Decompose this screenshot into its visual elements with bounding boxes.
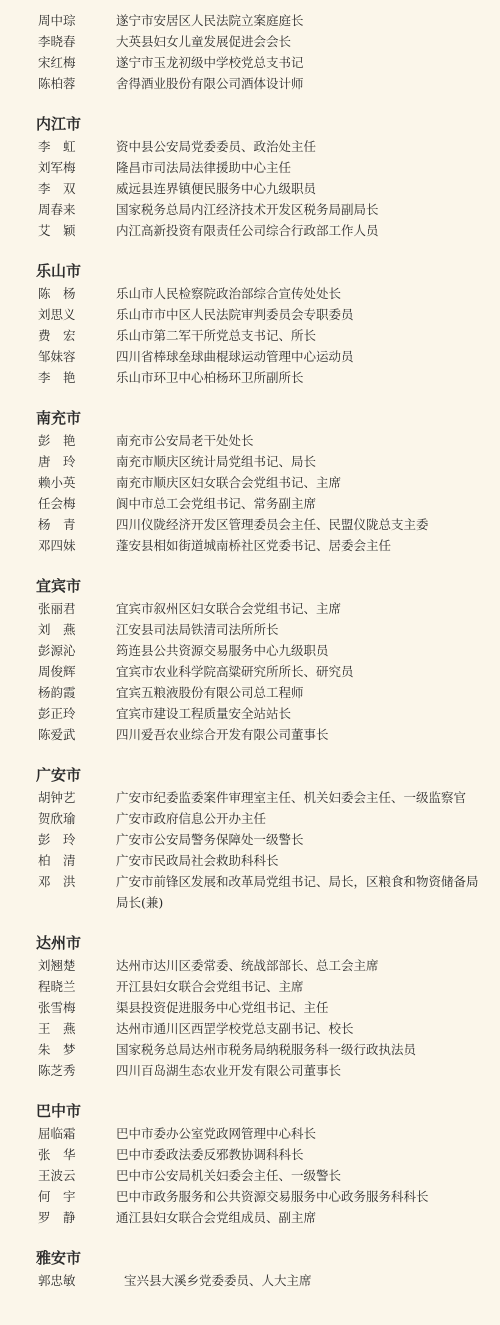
list-item	[0, 829, 500, 850]
person-name: 彭 玲	[38, 832, 76, 847]
city-heading: 乐山市	[36, 262, 82, 280]
list-item	[0, 157, 500, 178]
list-item	[0, 724, 500, 745]
person-position: 资中县公安局党委委员、政治处主任	[116, 139, 317, 154]
person-name: 任会梅	[38, 496, 76, 511]
city-section	[0, 114, 500, 241]
person-position: 巴中市委办公室党政网管理中心科长	[116, 1126, 317, 1141]
person-position: 宜宾五粮液股份有限公司总工程师	[116, 685, 304, 700]
person-position: 宜宾市叙州区妇女联合会党组书记、主席	[116, 601, 342, 616]
person-name: 李 虹	[38, 139, 76, 154]
person-name: 周春来	[38, 202, 76, 217]
person-name: 王 燕	[38, 1021, 76, 1036]
list-item	[0, 808, 500, 829]
person-name: 杨韵霞	[38, 685, 76, 700]
list-item	[0, 535, 500, 556]
person-name: 陈爱武	[38, 727, 76, 742]
person-position: 南充市公安局老干处处长	[116, 433, 254, 448]
person-name: 张 华	[38, 1147, 76, 1162]
person-position: 江安县司法局铁清司法所所长	[116, 622, 279, 637]
person-name: 周俊辉	[38, 664, 76, 679]
person-position: 广安市前锋区发展和改革局党组书记、局长，区粮食和物资储备局局长(兼)	[116, 874, 479, 910]
person-name: 邹妹容	[38, 349, 76, 364]
person-position: 乐山市环卫中心柏杨环卫所副所长	[116, 370, 304, 385]
person-name: 刘军梅	[38, 160, 76, 175]
person-position: 达州市通川区西罡学校党总支副书记、校长	[116, 1021, 354, 1036]
person-position: 国家税务总局内江经济技术开发区税务局副局长	[116, 202, 379, 217]
person-position: 乐山市第二军干所党总支书记、所长	[116, 328, 317, 343]
person-position: 达州市达川区委常委、统战部部长、总工会主席	[116, 958, 379, 973]
list-item	[0, 703, 500, 724]
person-name: 李晓春	[38, 34, 76, 49]
list-item	[0, 283, 500, 304]
person-name: 赖小英	[38, 475, 76, 490]
person-position: 乐山市人民检察院政治部综合宣传处处长	[116, 286, 342, 301]
list-item	[0, 1123, 500, 1144]
list-item	[0, 997, 500, 1018]
list-item	[0, 850, 500, 871]
list-item	[0, 661, 500, 682]
list-item	[0, 640, 500, 661]
list-item	[0, 178, 500, 199]
person-position: 通江县妇女联合会党组成员、副主席	[116, 1210, 317, 1225]
person-position: 四川仪陇经济开发区管理委员会主任、民盟仪陇总支主委	[116, 517, 429, 532]
person-name: 屈临霜	[38, 1126, 76, 1141]
city-section	[0, 765, 500, 913]
city-heading: 内江市	[36, 115, 82, 133]
list-item	[0, 1039, 500, 1060]
city-section	[0, 10, 500, 94]
person-position: 舍得酒业股份有限公司酒体设计师	[116, 76, 304, 91]
list-item	[0, 1186, 500, 1207]
list-item	[0, 346, 500, 367]
person-position: 南充市顺庆区妇女联合会党组书记、主席	[116, 475, 342, 490]
person-position: 筠连县公共资源交易服务中心九级职员	[116, 643, 329, 658]
list-item	[0, 199, 500, 220]
person-name: 张雪梅	[38, 1000, 76, 1015]
person-name: 贺欣瑜	[38, 811, 76, 826]
list-item	[0, 367, 500, 388]
list-item	[0, 1165, 500, 1186]
person-position: 开江县妇女联合会党组书记、主席	[116, 979, 304, 994]
list-item	[0, 136, 500, 157]
person-name: 周中琮	[38, 13, 76, 28]
person-position: 巴中市公安局机关妇委会主任、一级警长	[116, 1168, 342, 1183]
person-name: 唐 玲	[38, 454, 76, 469]
list-item	[0, 31, 500, 52]
list-item	[0, 598, 500, 619]
person-name: 刘 燕	[38, 622, 76, 637]
list-item	[0, 787, 500, 808]
person-name: 何 宇	[38, 1189, 76, 1204]
person-name: 邓四妹	[38, 538, 76, 553]
person-position: 巴中市政务服务和公共资源交易服务中心政务服务科科长	[116, 1189, 429, 1204]
list-item	[0, 451, 500, 472]
city-heading: 达州市	[36, 934, 82, 952]
person-position: 宜宾市农业科学院高粱研究所所长、研究员	[116, 664, 354, 679]
person-name: 陈柏蓉	[38, 76, 76, 91]
person-name: 刘翘楚	[38, 958, 76, 973]
person-name: 胡钟艺	[38, 790, 76, 805]
person-position: 威远县连界镇便民服务中心九级职员	[116, 181, 317, 196]
list-item	[0, 325, 500, 346]
person-name: 宋红梅	[38, 55, 76, 70]
person-position: 阆中市总工会党组书记、常务副主席	[116, 496, 317, 511]
person-position: 蓬安县相如街道城南桥社区党委书记、居委会主任	[116, 538, 392, 553]
person-name: 罗 静	[38, 1210, 76, 1225]
person-name: 陈 杨	[38, 286, 76, 301]
person-name: 李 双	[38, 181, 76, 196]
person-position: 广安市民政局社会救助科科长	[116, 853, 279, 868]
list-item	[0, 10, 500, 31]
city-heading: 巴中市	[36, 1102, 82, 1120]
person-position: 遂宁市安居区人民法院立案庭庭长	[116, 13, 304, 28]
person-position: 四川百岛湖生态农业开发有限公司董事长	[116, 1063, 342, 1078]
person-position: 南充市顺庆区统计局党组书记、局长	[116, 454, 317, 469]
person-position: 宝兴县大溪乡党委委员、人大主席	[124, 1273, 312, 1288]
person-name: 朱 梦	[38, 1042, 76, 1057]
person-position: 渠县投资促进服务中心党组书记、主任	[116, 1000, 329, 1015]
person-position: 大英县妇女儿童发展促进会会长	[116, 34, 292, 49]
city-section	[0, 1248, 500, 1291]
city-heading: 广安市	[36, 766, 82, 784]
city-section	[0, 261, 500, 388]
person-position: 广安市公安局警务保障处一级警长	[116, 832, 304, 847]
city-section	[0, 1101, 500, 1228]
list-item	[0, 1270, 500, 1291]
list-item	[0, 976, 500, 997]
list-item	[0, 73, 500, 94]
person-name: 彭正玲	[38, 706, 76, 721]
person-position: 隆昌市司法局法律援助中心主任	[116, 160, 292, 175]
city-section	[0, 576, 500, 745]
person-position: 四川省棒球垒球曲棍球运动管理中心运动员	[116, 349, 354, 364]
person-name: 李 艳	[38, 370, 76, 385]
person-position: 乐山市市中区人民法院审判委员会专职委员	[116, 307, 354, 322]
person-name: 柏 清	[38, 853, 76, 868]
city-section	[0, 933, 500, 1081]
list-item	[0, 1060, 500, 1081]
person-name: 郭忠敏	[38, 1273, 76, 1288]
list-item	[0, 472, 500, 493]
person-name: 艾 颖	[38, 223, 76, 238]
list-item	[0, 871, 500, 913]
list-item	[0, 52, 500, 73]
city-heading: 雅安市	[36, 1249, 82, 1267]
person-position: 遂宁市玉龙初级中学校党总支书记	[116, 55, 304, 70]
person-name: 张丽君	[38, 601, 76, 616]
list-item	[0, 493, 500, 514]
person-name: 陈芝秀	[38, 1063, 76, 1078]
person-position: 内江高新投资有限责任公司综合行政部工作人员	[116, 223, 379, 238]
city-heading: 宜宾市	[36, 577, 82, 595]
list-item	[0, 1018, 500, 1039]
list-item	[0, 514, 500, 535]
person-name: 程晓兰	[38, 979, 76, 994]
list-item	[0, 1207, 500, 1228]
person-name: 杨 青	[38, 517, 76, 532]
city-heading: 南充市	[36, 409, 82, 427]
person-name: 王波云	[38, 1168, 76, 1183]
person-position: 宜宾市建设工程质量安全站站长	[116, 706, 292, 721]
person-name: 邓 洪	[38, 874, 76, 889]
list-item	[0, 1144, 500, 1165]
person-position: 巴中市委政法委反邪教协调科科长	[116, 1147, 304, 1162]
person-name: 费 宏	[38, 328, 76, 343]
list-item	[0, 619, 500, 640]
list-item	[0, 682, 500, 703]
person-position: 广安市纪委监委案件审理室主任、机关妇委会主任、一级监察官	[116, 790, 467, 805]
list-item	[0, 220, 500, 241]
person-position: 国家税务总局达州市税务局纳税服务科一级行政执法员	[116, 1042, 417, 1057]
list-item	[0, 955, 500, 976]
list-item	[0, 304, 500, 325]
person-name: 彭 艳	[38, 433, 76, 448]
person-name: 刘思义	[38, 307, 76, 322]
person-position: 广安市政府信息公开办主任	[116, 811, 267, 826]
list-item	[0, 430, 500, 451]
person-name: 彭源沁	[38, 643, 76, 658]
person-position: 四川爱吾农业综合开发有限公司董事长	[116, 727, 329, 742]
city-section	[0, 408, 500, 556]
